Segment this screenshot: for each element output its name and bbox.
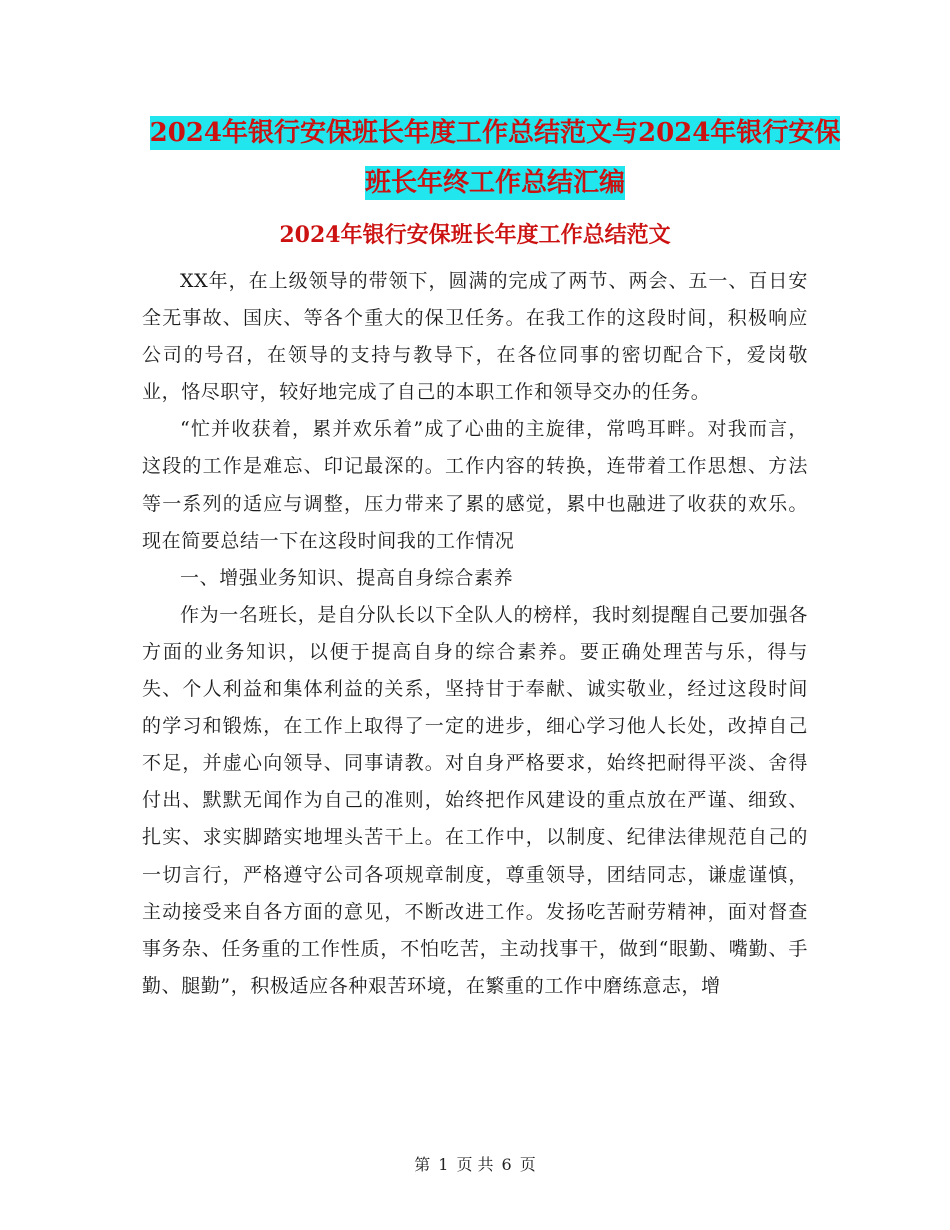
paragraph-heading: 一、增强业务知识、提高自身综合素养	[180, 566, 514, 589]
document-body	[142, 263, 808, 1005]
footer-middle: 页 共	[456, 1155, 494, 1174]
section-title: 2024年银行安保班长年度工作总结范文	[279, 222, 671, 248]
page-footer	[0, 1152, 950, 1175]
paragraph: 作为一名班长，是自分队长以下全队人的榜样，我时刻提醒自己要加强各方面的业务知识，以便于提高自身的综合素养。要正确处理苦与乐，得与失、个人利益和集体利益的关系，坚持甘于奉献、诚实敬业，经过这段时间的学习和锻炼，在工作上取得了一定的进步，细心学习他人长处，改掉自己不足，并虚心向领导、同事请教。对自身严格要求，始终把耐得平淡、舍得付出、默默无闻作为自己的准则，始终把作风建设的重点放在严谨、细致、扎实、求实脚踏实地埋头苦干上。在工作中，以制度、纪律法律规范自己的一切言行，严格遵守公司各项规章制度，尊重领导，团结同志，谦虚谨慎，主动接受来自各方面的意见，不断改进工作。发扬吃苦耐劳精神，面对督查事务杂、任务重的工作性质，不怕吃苦，主动找事干，做到“眼勤、嘴勤、手勤、腿勤”，积极适应各种艰苦环境，在繁重的工作中磨练意志，增	[142, 603, 808, 997]
paragraph: “忙并收获着，累并欢乐着”成了心曲的主旋律，常鸣耳畔。对我而言，这段的工作是难忘、印记最深的。工作内容的转换，连带着工作思想、方法等一系列的适应与调整，压力带来了累的感觉，累中也融进了收获的欢乐。现在简要总结一下在这段时间我的工作情况	[142, 418, 808, 552]
footer-page-number: 1	[438, 1155, 449, 1174]
footer-suffix: 页	[519, 1155, 536, 1174]
paragraph: XX年，在上级领导的带领下，圆满的完成了两节、两会、五一、百日安全无事故、国庆、等各个重大的保卫任务。在我工作的这段时间，积极响应公司的号召，在领导的支持与教导下，在各位同事的密切配合下，爱岗敬业，恪尽职守，较好地完成了自己的本职工作和领导交办的任务。	[142, 270, 808, 404]
footer-total-pages: 6	[501, 1155, 512, 1174]
document-title	[140, 108, 850, 208]
title-highlight: 2024年银行安保班长年度工作总结范文与2024年银行安保班长年终工作总结汇编	[149, 118, 841, 198]
footer-prefix: 第	[414, 1155, 431, 1174]
